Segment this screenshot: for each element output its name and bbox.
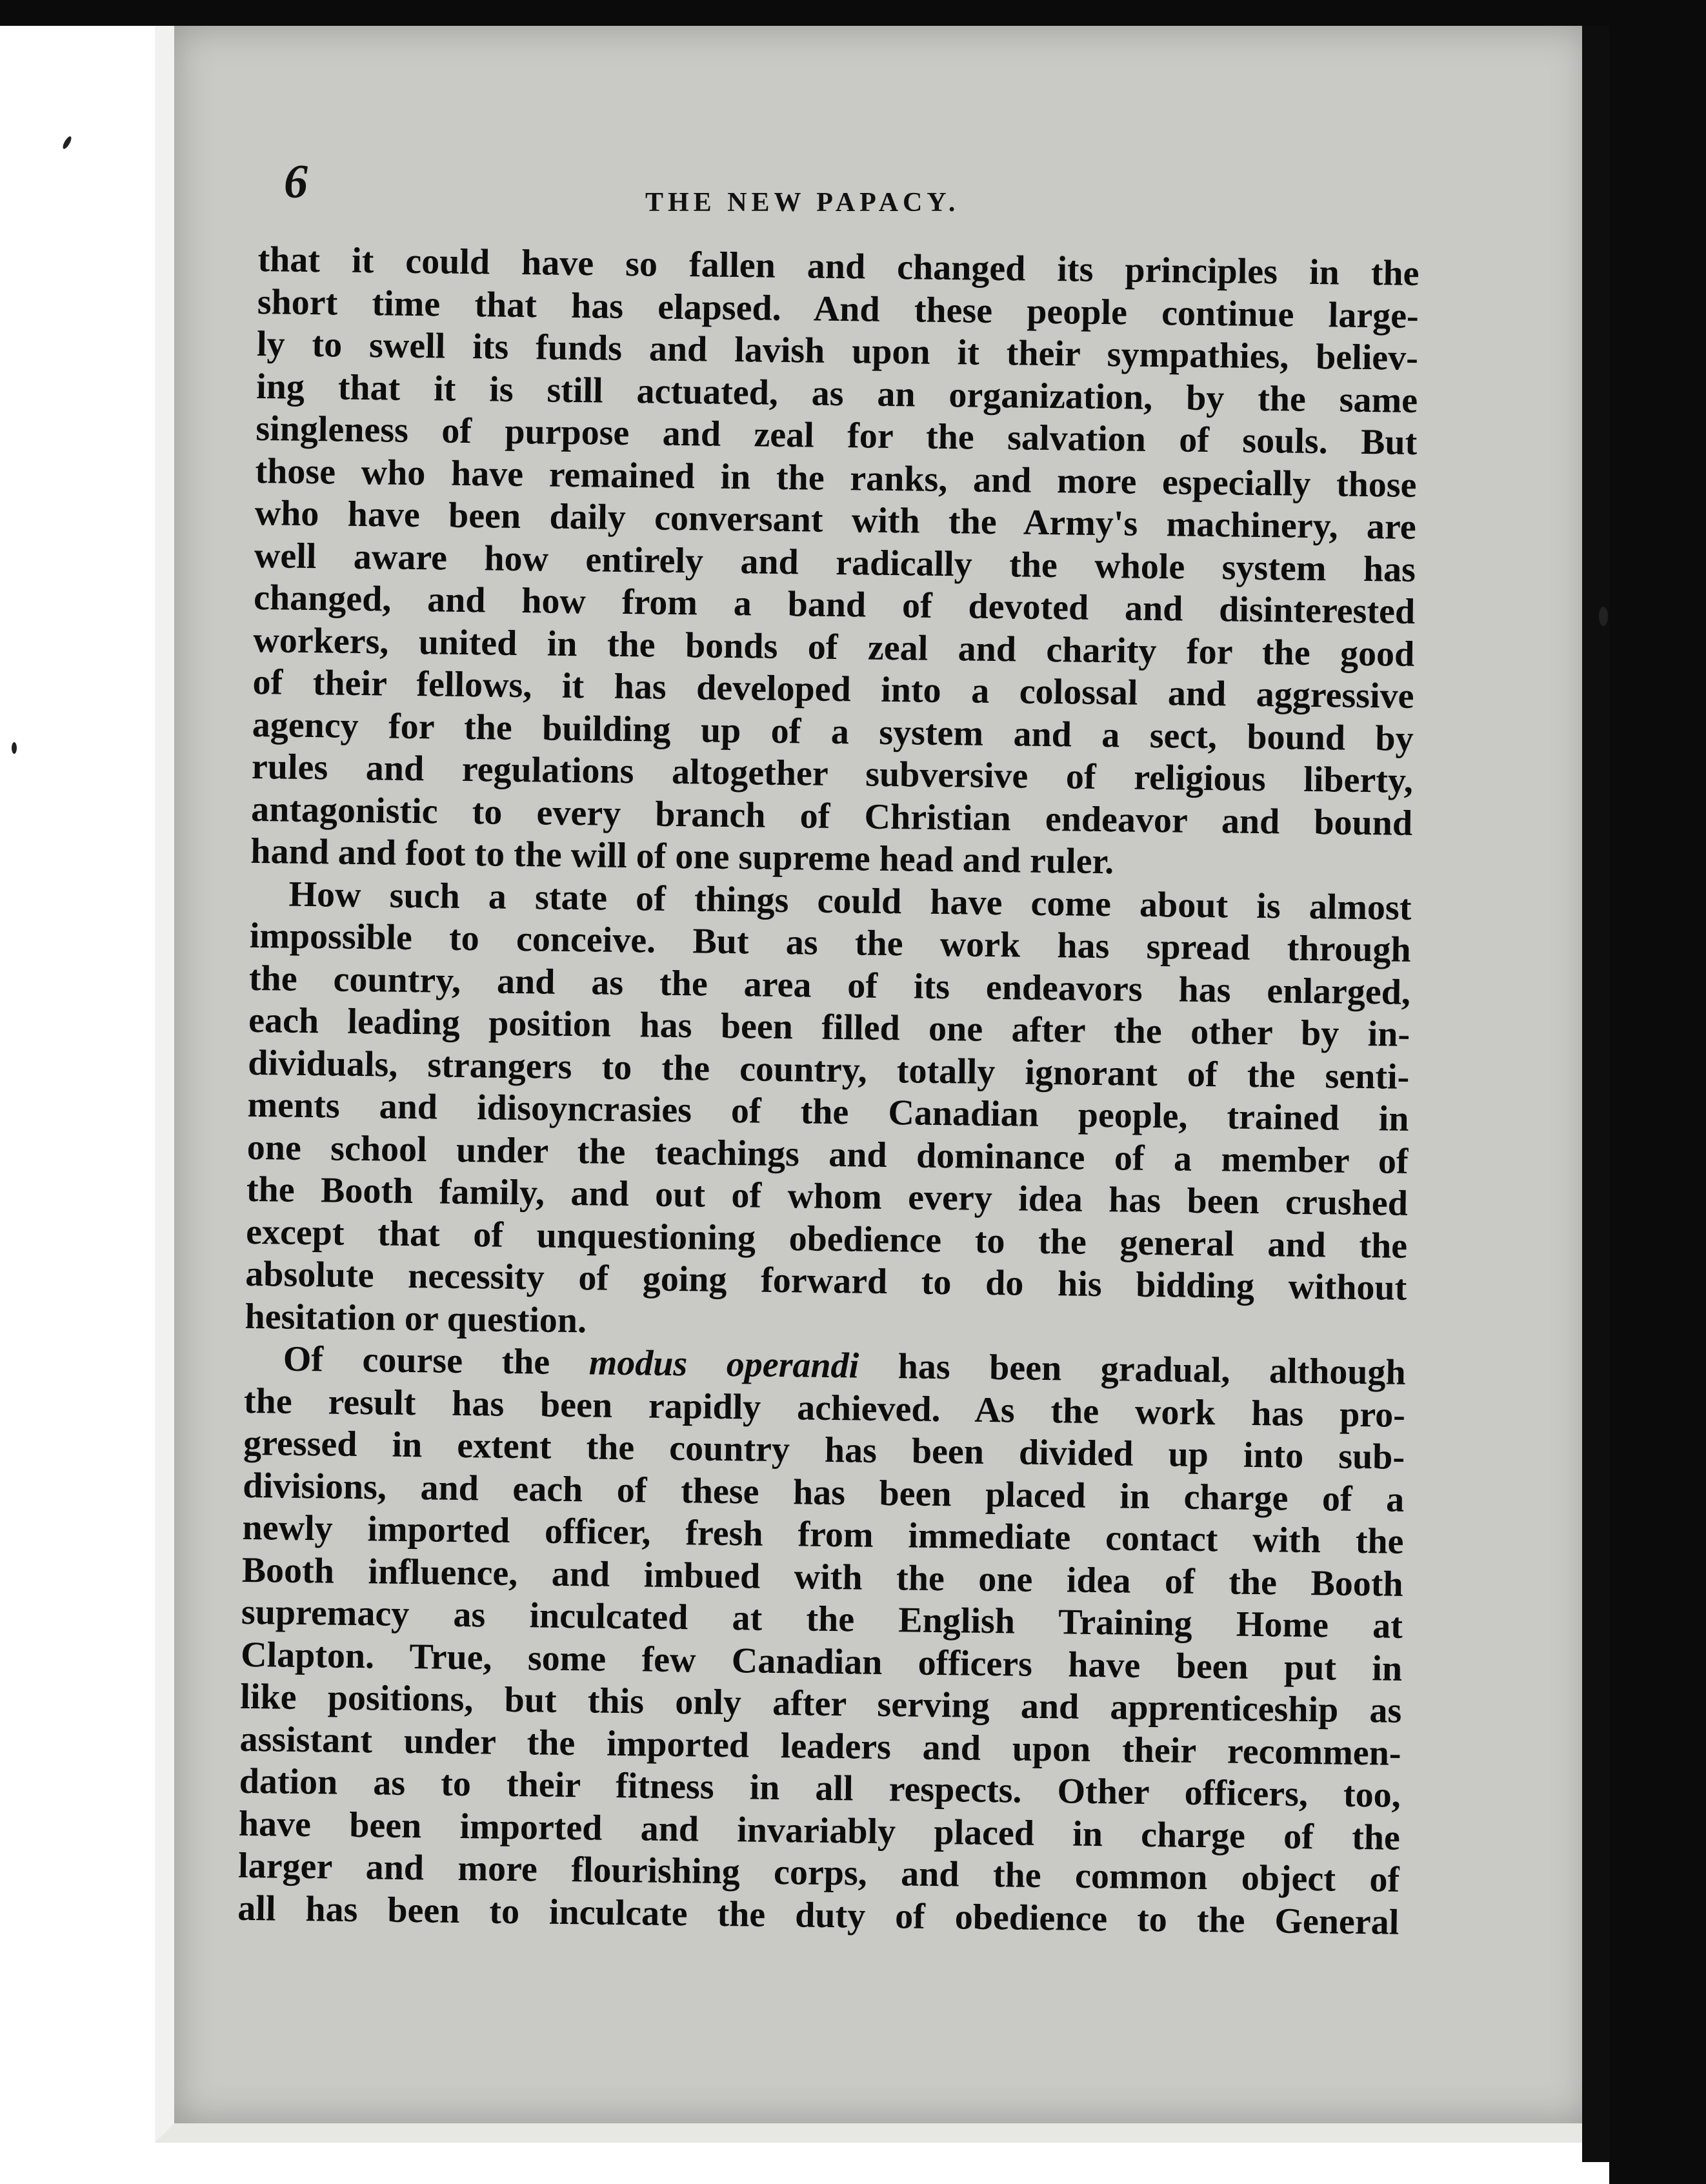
text-line: impossible to conceive. But as the work has spread through [249, 915, 1412, 970]
text-line: of their fellows, it has developed into a colossal and aggressive [252, 662, 1414, 716]
text-line: that it could have so fallen and changed its principles in the [257, 239, 1420, 294]
text-line: dividuals, strangers to the country, totally ignorant of the senti- [248, 1042, 1410, 1097]
text-line: who have been daily conversant with the Army's machinery, are [254, 492, 1417, 547]
text-line: have been imported and invariably placed in charge of the [238, 1803, 1401, 1858]
text-line: larger and more flourishing corps, and the common object of [237, 1845, 1400, 1900]
text-line: Booth influence, and imbued with the one idea of the Booth [241, 1550, 1404, 1604]
text-line: gressed in extent the country has been divided up into sub- [243, 1422, 1405, 1477]
text-line: dation as to their fitness in all respects. Other officers, too, [239, 1761, 1401, 1815]
text-line: antagonistic to every branch of Christian endeavor and bound [250, 789, 1413, 844]
text-line: agency for the building up of a system and a sect, bound by [252, 704, 1414, 759]
text-line: those who have remained in the ranks, and more especially those [255, 450, 1417, 505]
text-line: the result has been rapidly achieved. As the work has pro- [243, 1380, 1406, 1435]
text-line: each leading position has been filled one after the other by in- [248, 1000, 1410, 1055]
text-line: workers, united in the bonds of zeal and charity for the good [253, 620, 1415, 674]
text-line: the country, and as the area of its endeavors has enlarged, [248, 958, 1411, 1013]
text-line: Clapton. True, some few Canadian officers have been put in [240, 1634, 1403, 1689]
body-text [237, 239, 1420, 1944]
text-line: supremacy as inculcated at the English Training Home at [241, 1592, 1403, 1646]
text-line: hand and foot to the will of one supreme head and ruler. [250, 831, 1114, 882]
text-line: short time that has elapsed. And these people continue large- [257, 281, 1420, 336]
text-line: newly imported officer, fresh from immediate contact with the [242, 1507, 1404, 1562]
text-line: ly to swell its funds and lavish upon it their sympathies, believ- [256, 323, 1419, 378]
text-line: all has been to inculcate the duty of obedience to the General [237, 1888, 1400, 1943]
text-line: hesitation or question. [245, 1296, 587, 1340]
page-number: 6 [284, 156, 308, 208]
text-line: absolute necessity of going forward to do his bidding without [245, 1253, 1407, 1308]
text-line: changed, and how from a band of devoted and disinterested [253, 577, 1416, 632]
text-line: How such a state of things could have come about is almost [288, 874, 1412, 928]
text-line: rules and regulations altogether subversive of religious liberty, [251, 746, 1414, 801]
italic-phrase: modus operandi [588, 1342, 859, 1386]
text-line: assistant under the imported leaders and upon their recommen- [239, 1719, 1401, 1774]
text-run: has been gradual, although [858, 1346, 1407, 1393]
scan-speck [1599, 607, 1608, 626]
scan-border-right [1609, 0, 1706, 2184]
text-line: like positions, but this only after serving and apprenticeship as [240, 1676, 1402, 1731]
text-run: Of course the [283, 1339, 590, 1383]
scan-speck [61, 135, 73, 150]
text-line: ing that it is still actuated, as an organization, by the same [256, 366, 1418, 421]
text-line: well aware how entirely and radically the whole system has [254, 535, 1416, 590]
scan-border-top [0, 0, 1706, 26]
text-line: one school under the teachings and dominance of a member of [246, 1127, 1409, 1182]
scan-speck [12, 742, 17, 754]
text-line: divisions, and each of these has been placed in charge of a [243, 1465, 1405, 1520]
text-line: the Booth family, and out of whom every idea has been crushed [246, 1169, 1409, 1224]
text-line: singleness of purpose and zeal for the salvation of souls. But [256, 408, 1418, 463]
text-line: except that of unquestioning obedience to the general and the [245, 1211, 1408, 1266]
running-head: THE NEW PAPACY. [645, 188, 960, 217]
text-line: ments and idisoyncrasies of the Canadian people, trained in [247, 1084, 1409, 1139]
